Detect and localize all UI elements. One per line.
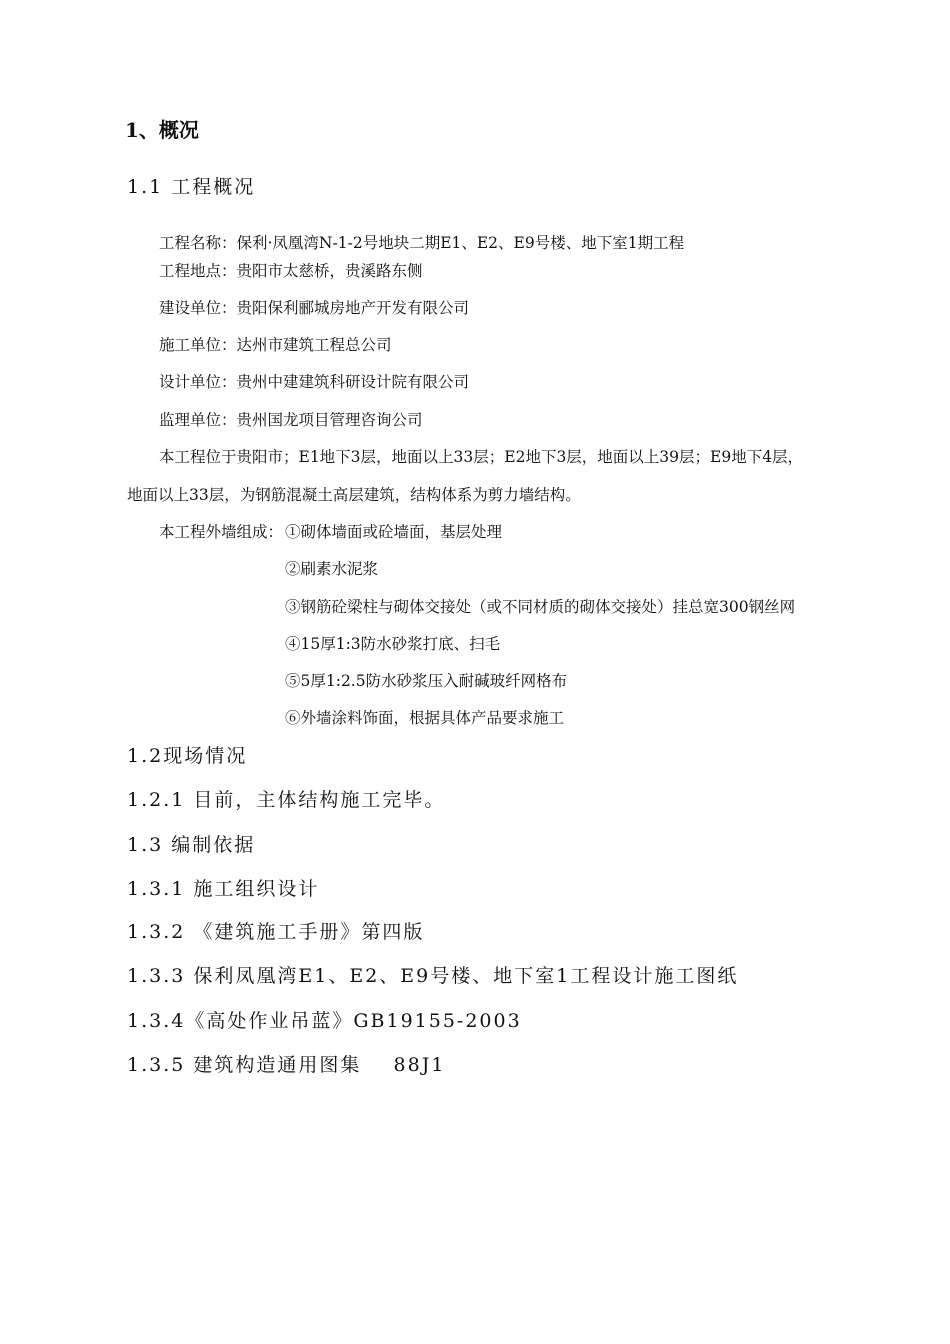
section-title: 1、概况: [125, 118, 199, 142]
ref-item: 1.3.5 建筑构造通用图集 88J1: [127, 1054, 446, 1076]
paragraph-line-1: 本工程位于贵阳市；E1地下3层，地面以上33层；E2地下3层，地面以上39层；E9地下4层，: [159, 448, 804, 466]
info-designer: 设计单位：贵州中建建筑科研设计院有限公司: [159, 373, 470, 391]
wall-label: 本工程外墙组成：: [159, 523, 284, 541]
wall-item: ⑥外墙涂料饰面，根据具体产品要求施工: [285, 709, 565, 727]
wall-item: ③钢筋砼梁柱与砌体交接处（或不同材质的砌体交接处）挂总宽300钢丝网: [285, 598, 796, 616]
wall-item: ①砌体墙面或砼墙面，基层处理: [285, 523, 503, 541]
heading-1-1: 1.1 工程概况: [127, 176, 256, 198]
heading-1-3: 1.3 编制依据: [127, 834, 256, 856]
wall-item: ④15厚1:3防水砂浆打底、扫毛: [285, 635, 501, 653]
heading-1-2-1: 1.2.1 目前，主体结构施工完毕。: [127, 789, 446, 811]
ref-item: 1.3.4《高处作业吊蓝》GB19155-2003: [127, 1010, 522, 1032]
paragraph-line-2: 地面以上33层，为钢筋混凝土高层建筑，结构体系为剪力墙结构。: [127, 486, 581, 504]
heading-1-2: 1.2现场情况: [127, 745, 248, 767]
ref-item: 1.3.2 《建筑施工手册》第四版: [127, 921, 425, 943]
wall-item: ⑤5厚1:2.5防水砂浆压入耐碱玻纤网格布: [285, 672, 568, 690]
ref-item: 1.3.3 保利凤凰湾E1、E2、E9号楼、地下室1工程设计施工图纸: [127, 965, 739, 987]
info-supervisor: 监理单位：贵州国龙项目管理咨询公司: [159, 411, 423, 429]
info-location: 工程地点：贵阳市太慈桥，贵溪路东侧: [159, 262, 423, 280]
ref-item: 1.3.1 施工组织设计: [127, 878, 320, 900]
info-contractor: 施工单位：达州市建筑工程总公司: [159, 336, 392, 354]
info-owner: 建设单位：贵阳保利郦城房地产开发有限公司: [159, 299, 470, 317]
wall-item: ②刷素水泥浆: [285, 560, 379, 578]
info-project-name: 工程名称：保利·凤凰湾N-1-2号地块二期E1、E2、E9号楼、地下室1期工程: [159, 234, 685, 252]
